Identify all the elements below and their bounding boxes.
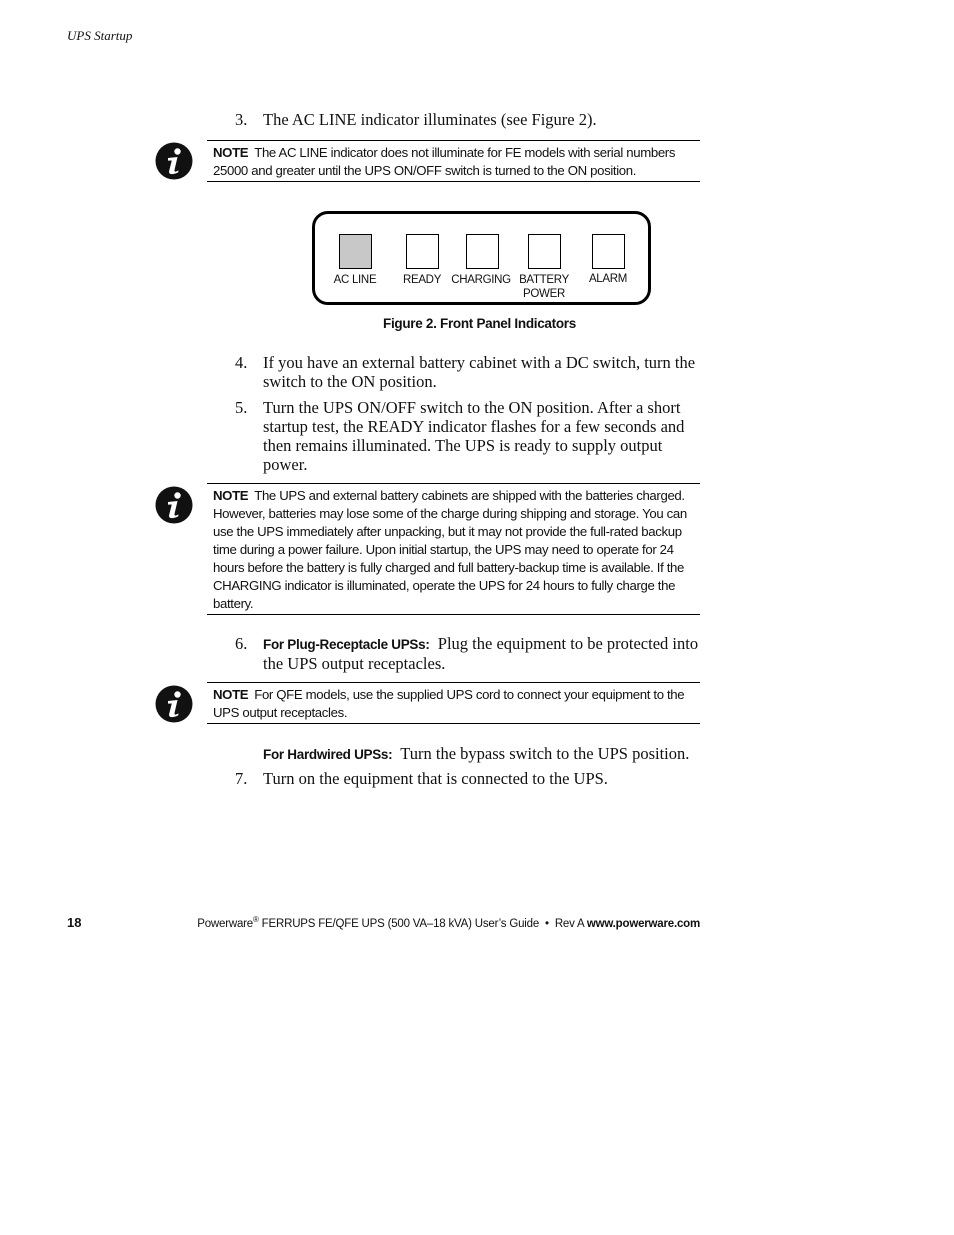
note-text: The UPS and external battery cabinets are shipped with the batteries charged. However, batteries may lose some of the charge during shipping and storage. You can use the UPS immediately after unpacking, but it may not provide the full-rated backup time during a power failure. Upon initial startup, the UPS may need to operate for 24 hours before the battery is fully charged and full battery-backup time is available. If the CHARGING indicator is illuminated, operate the UPS for 24 hours to fully charge the battery.: [213, 488, 687, 611]
note-label: NOTE: [213, 687, 249, 702]
page-number: 18: [67, 915, 82, 930]
figure-caption: Figure 2. Front Panel Indicators: [383, 316, 576, 331]
front-panel-diagram: [312, 211, 651, 305]
step-text: Turn the UPS ON/OFF switch to the ON position. After a short startup test, the READY indicator flashes for a few seconds and then remains illuminated. The UPS is ready to supply output power.: [263, 398, 685, 474]
step-body: Plug the equipment to be protected into the UPS output receptacles.: [263, 634, 699, 673]
step-text: The AC LINE indicator illuminates (see Figure 2).: [263, 110, 597, 129]
note-text: For QFE models, use the supplied UPS cord to connect your equipment to the UPS output receptacles.: [213, 687, 685, 720]
step-text: [263, 744, 703, 764]
footer-brand: Powerware: [197, 917, 253, 930]
info-icon: [155, 142, 193, 180]
note-label: NOTE: [213, 145, 249, 160]
footer-title: FERRUPS FE/QFE UPS (500 VA–18 kVA) User’s Guide • Rev A: [258, 917, 587, 930]
registered-mark: ®: [252, 915, 259, 924]
indicator-alarm: [592, 234, 625, 269]
running-head: UPS Startup: [67, 28, 133, 43]
step-number: 4.: [235, 353, 248, 372]
note-ac-line: [207, 140, 700, 182]
indicator-label: ALARM: [588, 273, 628, 285]
step-lead: For Plug-Receptacle UPSs:: [263, 637, 430, 652]
info-icon: [155, 486, 193, 524]
note-batteries-charged: [207, 483, 700, 615]
indicator-ac-line: [339, 234, 372, 269]
info-icon: [155, 685, 193, 723]
indicator-charging: [466, 234, 499, 269]
indicator-ready: [406, 234, 439, 269]
indicator-label: [509, 273, 579, 301]
step-lead: For Hardwired UPSs:: [263, 747, 393, 762]
step-number: 7.: [235, 769, 248, 788]
step-text: If you have an external battery cabinet with a DC switch, turn the switch to the ON position.: [263, 353, 696, 391]
step-number: 3.: [235, 110, 248, 129]
indicator-label: CHARGING: [451, 274, 511, 286]
indicator-label-line: POWER: [523, 288, 565, 300]
step-number: 6.: [235, 634, 248, 653]
footer-url: www.powerware.com: [586, 917, 700, 930]
note-qfe-cord: [207, 682, 700, 724]
note-text: The AC LINE indicator does not illuminate for FE models with serial numbers 25000 and greater until the UPS ON/OFF switch is turned to the ON position.: [213, 145, 676, 178]
step-body: Turn the bypass switch to the UPS position.: [400, 744, 690, 763]
note-label: NOTE: [213, 488, 249, 503]
step-text: Turn on the equipment that is connected to the UPS.: [263, 769, 608, 788]
step-number: 5.: [235, 398, 248, 417]
indicator-label: AC LINE: [333, 274, 377, 286]
page-footer: [197, 915, 700, 930]
indicator-label: READY: [402, 274, 442, 286]
step-text: [263, 634, 703, 673]
indicator-label-line: BATTERY: [519, 274, 569, 286]
indicator-battery-power: [528, 234, 561, 269]
